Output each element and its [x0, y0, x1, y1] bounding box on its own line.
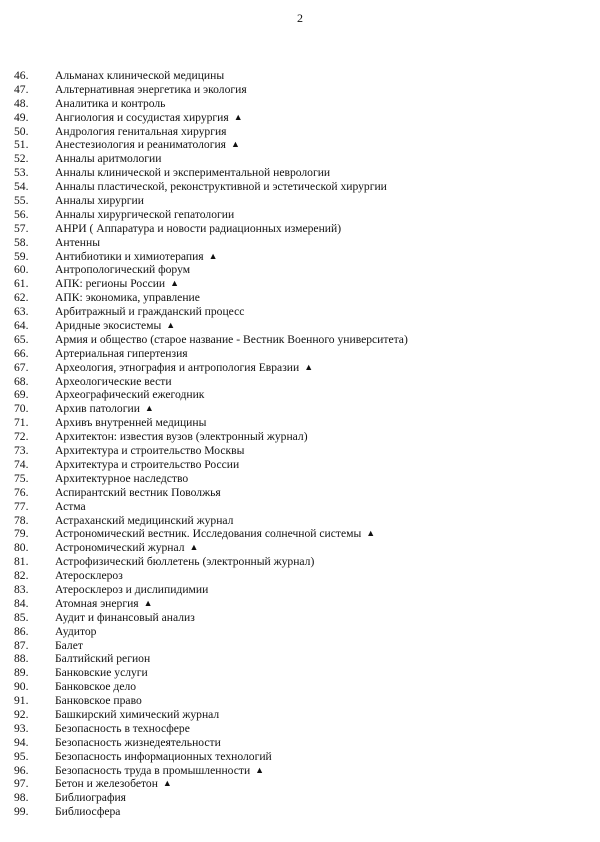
item-title [55, 347, 188, 361]
item-title [55, 236, 100, 250]
list-item [0, 291, 600, 305]
item-number: 52. [14, 152, 29, 166]
list-item [0, 361, 600, 375]
item-title [55, 194, 144, 208]
item-title-text: Безопасность в техносфере [55, 721, 190, 735]
item-title [55, 541, 198, 555]
item-title-text: Анналы аритмологии [55, 152, 162, 166]
item-title-text: Артериальная гипертензия [55, 346, 188, 360]
list-item [0, 750, 600, 764]
item-title [55, 138, 240, 152]
item-number: 57. [14, 221, 29, 235]
item-title [55, 555, 314, 569]
triangle-marker-icon: ▲ [304, 361, 314, 372]
triangle-marker-icon: ▲ [208, 250, 218, 261]
item-title [55, 652, 150, 666]
item-title-text: Атомная энергия [55, 596, 139, 610]
list-item [0, 472, 600, 486]
item-number: 76. [14, 485, 29, 499]
item-title [55, 444, 244, 458]
item-number: 88. [14, 652, 29, 666]
list-item [0, 319, 600, 333]
item-title-text: Архив патологии [55, 402, 140, 416]
item-title-text: Аудит и финансовый анализ [55, 610, 195, 624]
item-title-text: Ангиология и сосудистая хирургия [55, 110, 229, 124]
item-number: 92. [14, 707, 29, 721]
triangle-marker-icon: ▲ [162, 778, 172, 789]
item-title [55, 430, 308, 444]
list-item [0, 527, 600, 541]
item-title-text: Банковские услуги [55, 666, 148, 680]
list-item [0, 305, 600, 319]
item-number: 96. [14, 763, 29, 777]
item-number: 95. [14, 749, 29, 763]
triangle-marker-icon: ▲ [231, 139, 240, 150]
item-number: 78. [14, 513, 29, 527]
item-title-text: Анналы хирургической гепатологии [55, 207, 235, 221]
item-title-text: Анналы хирургии [55, 194, 144, 208]
list-item [0, 597, 600, 611]
item-title [55, 97, 165, 111]
item-number: 55. [14, 194, 29, 208]
item-number: 77. [14, 499, 29, 513]
item-title-text: Архитектура и строительство Москвы [55, 444, 245, 458]
list-item [0, 152, 600, 166]
item-number: 56. [14, 207, 29, 221]
item-title-text: Антибиотики и химиотерапия [55, 249, 204, 263]
item-number: 50. [14, 124, 29, 138]
item-title-text: Археологические вести [55, 374, 172, 388]
item-title [55, 791, 126, 805]
item-title [55, 305, 244, 319]
item-title [55, 402, 154, 416]
item-title-text: Атеросклероз [55, 569, 123, 583]
item-number: 99. [14, 805, 29, 819]
list-item [0, 652, 600, 666]
item-number: 53. [14, 166, 29, 180]
item-title-text: АНРИ ( Аппаратура и новости радиационных измерений) [55, 221, 342, 235]
list-item [0, 805, 600, 819]
item-title-text: Антенны [55, 235, 100, 249]
list-item [0, 416, 600, 430]
item-number: 97. [14, 777, 29, 791]
item-title-text: Архитектура и строительство России [55, 457, 240, 471]
journal-list [0, 69, 600, 819]
list-item [0, 194, 600, 208]
list-item [0, 180, 600, 194]
item-title [55, 180, 387, 194]
item-title [55, 514, 233, 528]
triangle-marker-icon: ▲ [189, 542, 199, 553]
list-item [0, 125, 600, 139]
item-title-text: Астма [55, 499, 86, 513]
list-item [0, 777, 600, 791]
list-item [0, 736, 600, 750]
item-number: 87. [14, 638, 29, 652]
list-item [0, 444, 600, 458]
item-title [55, 375, 172, 389]
item-title [55, 125, 227, 139]
item-title [55, 777, 172, 791]
item-title [55, 263, 190, 277]
item-title-text: Аналитика и контроль [55, 96, 166, 110]
item-title-text: Библиосфера [55, 805, 121, 819]
item-title-text: Безопасность информационных технологий [55, 749, 272, 763]
triangle-marker-icon: ▲ [170, 278, 180, 289]
item-title [55, 805, 120, 819]
item-title [55, 333, 408, 347]
item-title [55, 722, 190, 736]
item-title-text: Банковское дело [55, 680, 137, 694]
list-item [0, 222, 600, 236]
item-title [55, 388, 204, 402]
item-title-text: Астрофизический бюллетень (электронный журнал) [55, 555, 315, 569]
item-number: 72. [14, 430, 29, 444]
item-number: 63. [14, 305, 29, 319]
list-item [0, 708, 600, 722]
item-title-text: Библиография [55, 791, 127, 805]
item-number: 85. [14, 610, 29, 624]
item-title-text: Андрология генитальная хирургия [55, 124, 227, 138]
list-item [0, 97, 600, 111]
item-title [55, 291, 200, 305]
item-number: 67. [14, 360, 29, 374]
item-title [55, 583, 208, 597]
list-item [0, 639, 600, 653]
list-item [0, 625, 600, 639]
item-number: 79. [14, 527, 29, 541]
list-item [0, 722, 600, 736]
item-number: 94. [14, 735, 29, 749]
triangle-marker-icon: ▲ [233, 111, 243, 122]
item-number: 89. [14, 666, 29, 680]
item-title [55, 764, 264, 778]
triangle-marker-icon: ▲ [143, 597, 153, 608]
item-number: 80. [14, 541, 29, 555]
item-number: 93. [14, 721, 29, 735]
item-title [55, 750, 272, 764]
item-title [55, 152, 161, 166]
item-title [55, 319, 175, 333]
item-number: 68. [14, 374, 29, 388]
triangle-marker-icon: ▲ [255, 764, 265, 775]
item-title [55, 500, 86, 514]
item-number: 47. [14, 82, 29, 96]
list-item [0, 611, 600, 625]
list-item [0, 680, 600, 694]
item-title-text: Безопасность жизнедеятельности [55, 735, 221, 749]
item-title-text: Аудитор [55, 624, 97, 638]
list-item [0, 166, 600, 180]
item-title [55, 458, 239, 472]
item-number: 62. [14, 291, 29, 305]
item-title-text: Астрономический вестник. Исследования солнечной системы [55, 527, 362, 541]
list-item [0, 111, 600, 125]
list-item [0, 486, 600, 500]
triangle-marker-icon: ▲ [166, 320, 176, 331]
item-number: 75. [14, 471, 29, 485]
item-number: 82. [14, 569, 29, 583]
item-title [55, 222, 341, 236]
item-number: 58. [14, 235, 29, 249]
item-title-text: Альманах клинической медицины [55, 69, 225, 82]
list-item [0, 347, 600, 361]
item-number: 70. [14, 402, 29, 416]
item-title-text: АПК: регионы России [55, 277, 166, 291]
list-item [0, 236, 600, 250]
item-title-text: АПК: экономика, управление [55, 291, 200, 305]
item-title [55, 625, 96, 639]
item-title [55, 680, 136, 694]
item-title [55, 166, 330, 180]
list-item [0, 250, 600, 264]
item-number: 59. [14, 249, 29, 263]
list-item [0, 764, 600, 778]
item-title-text: Атеросклероз и дислипидимии [55, 582, 209, 596]
item-title-text: Археографический ежегодник [55, 388, 205, 402]
list-item [0, 569, 600, 583]
list-item [0, 791, 600, 805]
item-title-text: Архивъ внутренней медицины [55, 416, 207, 430]
list-item [0, 430, 600, 444]
item-title-text: Анналы клинической и экспериментальной неврологии [55, 166, 331, 180]
item-title-text: Бетон и железобетон [55, 777, 158, 791]
list-item [0, 388, 600, 402]
item-title-text: Арбитражный и гражданский процесс [55, 305, 245, 319]
item-title [55, 208, 234, 222]
item-number: 83. [14, 582, 29, 596]
item-title [55, 569, 123, 583]
item-title [55, 611, 195, 625]
item-number: 81. [14, 555, 29, 569]
list-item [0, 514, 600, 528]
item-number: 91. [14, 694, 29, 708]
page-number: 2 [297, 11, 303, 25]
item-title-text: Башкирский химический журнал [55, 707, 220, 721]
list-item [0, 402, 600, 416]
item-number: 60. [14, 263, 29, 277]
item-number: 54. [14, 180, 29, 194]
list-item [0, 583, 600, 597]
item-title-text: Безопасность труда в промышленности [55, 763, 251, 777]
item-number: 61. [14, 277, 29, 291]
item-title [55, 69, 224, 83]
item-title-text: Аридные экосистемы [55, 319, 162, 333]
list-item [0, 694, 600, 708]
list-item [0, 138, 600, 152]
list-item [0, 263, 600, 277]
item-number: 46. [14, 69, 29, 82]
item-title [55, 694, 142, 708]
list-item [0, 500, 600, 514]
item-title [55, 708, 219, 722]
item-number: 73. [14, 444, 29, 458]
item-number: 64. [14, 319, 29, 333]
list-item [0, 375, 600, 389]
list-item [0, 69, 600, 83]
item-title [55, 486, 221, 500]
item-title [55, 83, 247, 97]
item-number: 51. [14, 138, 29, 152]
list-item [0, 83, 600, 97]
list-item [0, 541, 600, 555]
item-title [55, 416, 206, 430]
item-title [55, 597, 153, 611]
item-title-text: Армия и общество (старое название - Вестник Военного университета) [55, 332, 408, 346]
item-number: 65. [14, 332, 29, 346]
item-number: 84. [14, 596, 29, 610]
item-title-text: Альтернативная энергетика и экология [55, 82, 247, 96]
item-title [55, 666, 148, 680]
item-title-text: Архитектурное наследство [55, 471, 189, 485]
item-title-text: Аспирантский вестник Поволжья [55, 485, 221, 499]
item-number: 71. [14, 416, 29, 430]
list-item [0, 333, 600, 347]
item-title-text: Археология, этнография и антропология Евразии [55, 360, 300, 374]
item-title-text: Архитектон: известия вузов (электронный журнал) [55, 430, 308, 444]
list-item [0, 458, 600, 472]
item-title [55, 277, 179, 291]
item-title [55, 361, 313, 375]
item-title [55, 250, 218, 264]
item-title-text: Анналы пластической, реконструктивной и эстетической хирургии [55, 180, 387, 194]
item-title [55, 472, 188, 486]
item-title [55, 736, 221, 750]
item-number: 66. [14, 346, 29, 360]
item-number: 49. [14, 110, 29, 124]
item-number: 86. [14, 624, 29, 638]
item-title [55, 527, 375, 541]
item-number: 90. [14, 680, 29, 694]
item-title [55, 111, 243, 125]
item-title-text: Антропологический форум [55, 263, 191, 277]
triangle-marker-icon: ▲ [144, 403, 154, 414]
triangle-marker-icon: ▲ [366, 528, 376, 539]
item-number: 48. [14, 96, 29, 110]
item-title-text: Анестезиология и реаниматология [55, 138, 226, 152]
item-title-text: Астрономический журнал [55, 541, 185, 555]
item-title-text: Астраханский медицинский журнал [55, 513, 234, 527]
item-number: 69. [14, 388, 29, 402]
list-item [0, 666, 600, 680]
list-item [0, 208, 600, 222]
list-item [0, 277, 600, 291]
item-number: 98. [14, 791, 29, 805]
item-title-text: Балтийский регион [55, 652, 151, 666]
list-item [0, 555, 600, 569]
item-number: 74. [14, 457, 29, 471]
item-title-text: Банковское право [55, 694, 142, 708]
item-title-text: Балет [55, 638, 83, 652]
item-title [55, 639, 83, 653]
